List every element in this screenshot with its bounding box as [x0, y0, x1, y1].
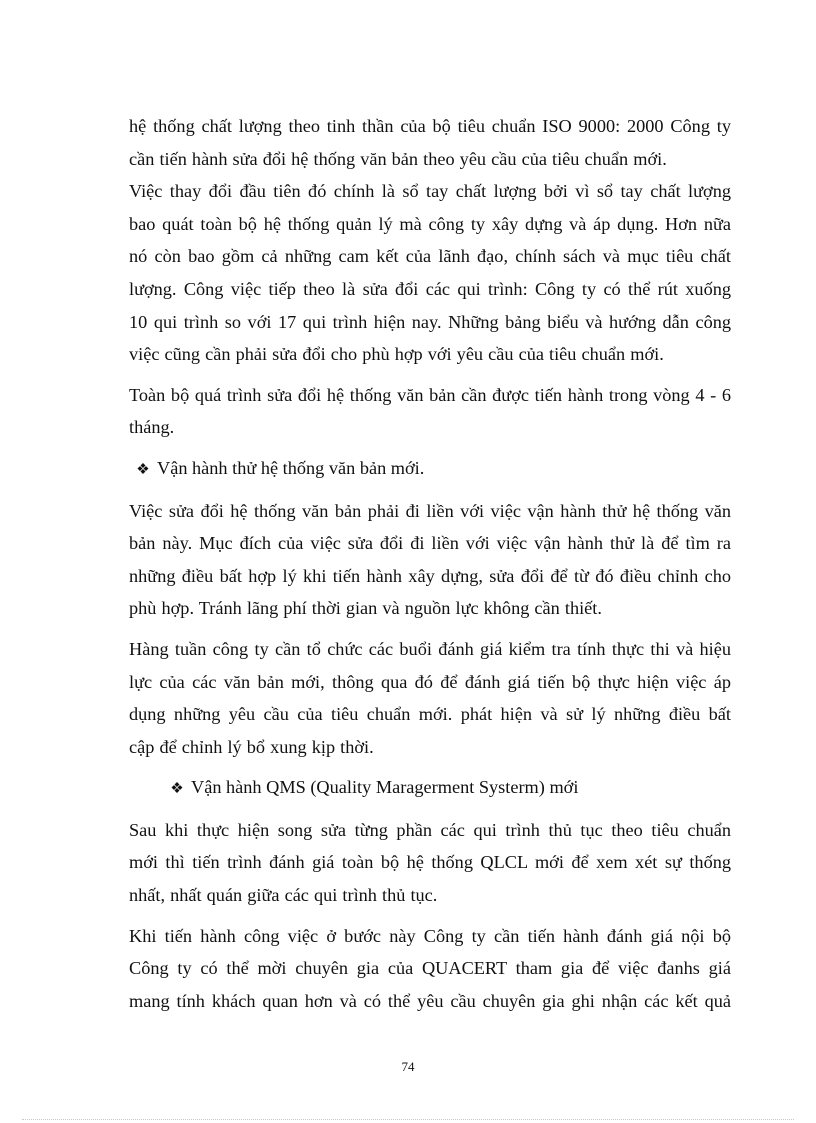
paragraph [129, 920, 731, 1018]
page-body [129, 110, 731, 1017]
text-line: Toàn bộ quá trình sửa đổi hệ thống văn bản cần được tiến hành trong vòng 4 - 6 [129, 384, 731, 405]
text-line: nó còn bao gồm cả những cam kết của lãnh đạo, chính sách và mục tiêu chất [129, 246, 731, 267]
diamond-bullet-icon: ❖ [170, 781, 184, 798]
text-line: 10 qui trình so với 17 qui trình hiện nay. Những bảng biểu và hướng dẫn công [129, 311, 731, 332]
text-line: Sau khi thực hiện song sửa từng phần các qui trình thủ tục theo tiêu chuẩn [129, 819, 731, 840]
text-line: Việc sửa đổi hệ thống văn bản phải đi liền với việc vận hành thử hệ thống văn [129, 500, 731, 521]
text-line: những điều bất hợp lý khi tiến hành xây dựng, sửa đổi để từ đó điều chỉnh cho [129, 565, 731, 586]
section-heading-text: Vận hành QMS (Quality Maragerment Systerm) mới [191, 777, 579, 798]
text-line: bản này. Mục đích của việc sửa đổi đi liền với việc vận hành thử là để tìm ra [129, 533, 731, 554]
paragraph [129, 110, 731, 175]
text-line: bao quát toàn bộ hệ thống quản lý mà công ty xây dựng và áp dụng. Hơn nữa [129, 213, 731, 234]
text-line: cần tiến hành sửa đổi hệ thống văn bản theo yêu cầu của tiêu chuẩn mới. [129, 148, 667, 169]
text-line: việc cũng cần phải sửa đổi cho phù hợp với yêu cầu của tiêu chuẩn mới. [129, 344, 664, 365]
text-line: dụng những yêu cầu của tiêu chuẩn mới. phát hiện và sử lý những điều bất [129, 704, 731, 725]
text-line: lượng. Công việc tiếp theo là sửa đổi các qui trình: Công ty có thể rút xuống [129, 278, 731, 299]
text-line: lực của các văn bản mới, thông qua đó để đánh giá tiến bộ thực hiện việc áp [129, 671, 731, 692]
paragraph [129, 379, 731, 444]
section-heading-text: Vận hành thử hệ thống văn bản mới. [157, 457, 425, 478]
text-line: hệ thống chất lượng theo tinh thần của bộ tiêu chuẩn ISO 9000: 2000 Công ty [129, 116, 731, 136]
paragraph [129, 175, 731, 371]
section-heading [129, 771, 731, 806]
paragraph [129, 814, 731, 912]
text-line: Hàng tuần công ty cần tổ chức các buổi đánh giá kiểm tra tính thực thi và hiệu [129, 638, 731, 659]
section-heading [129, 452, 731, 487]
text-line: Việc thay đổi đầu tiên đó chính là sổ tay chất lượng bởi vì sổ tay chất lượng [129, 181, 731, 202]
text-line: phù hợp. Tránh lãng phí thời gian và nguồn lực không cần thiết. [129, 598, 602, 619]
text-line: tháng. [129, 417, 175, 438]
text-line: Khi tiến hành công việc ở bước này Công ty cần tiến hành đánh giá nội bộ [129, 925, 731, 946]
paragraph [129, 495, 731, 625]
text-line: Công ty có thể mời chuyên gia của QUACERT tham gia để việc đanhs giá [129, 958, 731, 979]
text-line: nhất, nhất quán giữa các qui trình thủ tục. [129, 885, 438, 906]
diamond-bullet-icon: ❖ [136, 461, 150, 478]
text-line: mới thì tiến trình đánh giá toàn bộ hệ thống QLCL mới để xem xét sự thống [129, 852, 731, 873]
text-line: mang tính khách quan hơn và có thể yêu cầu chuyên gia ghi nhận các kết quả [129, 990, 731, 1011]
page-bottom-divider [22, 1119, 794, 1120]
page-number: 74 [401, 1059, 415, 1074]
text-line: cập để chỉnh lý bổ xung kịp thời. [129, 736, 374, 757]
paragraph [129, 633, 731, 763]
